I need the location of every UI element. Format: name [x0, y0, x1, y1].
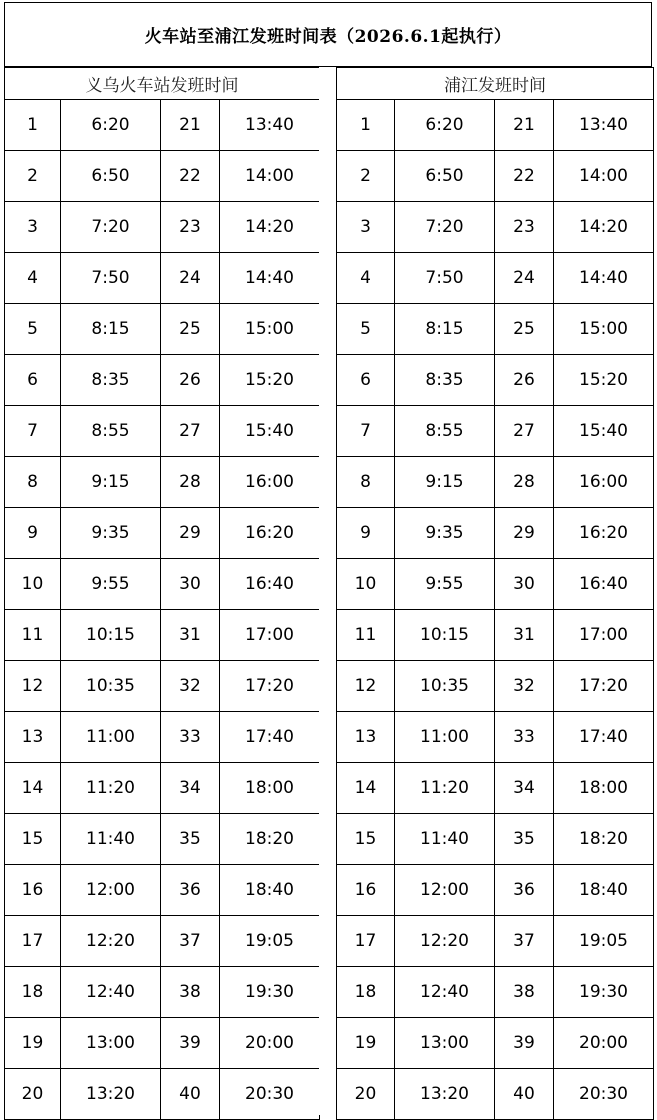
departure-time-cell: 18:40 [220, 865, 320, 916]
departure-time-cell: 20:30 [554, 1069, 654, 1120]
trip-number-cell: 31 [161, 610, 220, 661]
departure-time-cell: 19:05 [554, 916, 654, 967]
table-row [337, 916, 654, 967]
trip-number-cell: 38 [495, 967, 554, 1018]
departure-time-cell: 12:00 [395, 865, 495, 916]
departure-time-cell: 9:55 [395, 559, 495, 610]
departure-time-cell: 15:00 [554, 304, 654, 355]
table-row [5, 814, 320, 865]
trip-number-cell: 34 [495, 763, 554, 814]
trip-number-cell: 21 [161, 100, 220, 151]
departure-time-cell: 13:20 [61, 1069, 161, 1120]
panel-separator [319, 67, 336, 1115]
trip-number-cell: 7 [337, 406, 395, 457]
table-row [337, 1018, 654, 1069]
pujiang-table-body [337, 100, 654, 1120]
departure-time-cell: 16:00 [554, 457, 654, 508]
departure-time-cell: 18:20 [554, 814, 654, 865]
departure-time-cell: 13:40 [220, 100, 320, 151]
trip-number-cell: 12 [5, 661, 61, 712]
right-panel-pujiang-departures [336, 67, 653, 1120]
table-row [5, 253, 320, 304]
departure-time-cell: 12:20 [61, 916, 161, 967]
table-row [5, 916, 320, 967]
departure-time-cell: 14:40 [554, 253, 654, 304]
departure-time-cell: 12:00 [61, 865, 161, 916]
trip-number-cell: 16 [337, 865, 395, 916]
table-row [337, 967, 654, 1018]
table-row [5, 457, 320, 508]
table-row [337, 610, 654, 661]
departure-time-cell: 9:15 [395, 457, 495, 508]
trip-number-cell: 18 [5, 967, 61, 1018]
trip-number-cell: 29 [161, 508, 220, 559]
table-row [337, 1069, 654, 1120]
departure-time-cell: 11:20 [395, 763, 495, 814]
departure-time-cell: 8:55 [61, 406, 161, 457]
trip-number-cell: 15 [5, 814, 61, 865]
trip-number-cell: 32 [495, 661, 554, 712]
trip-number-cell: 28 [495, 457, 554, 508]
trip-number-cell: 4 [337, 253, 395, 304]
trip-number-cell: 26 [161, 355, 220, 406]
trip-number-cell: 40 [161, 1069, 220, 1120]
trip-number-cell: 31 [495, 610, 554, 661]
trip-number-cell: 25 [495, 304, 554, 355]
table-row [5, 712, 320, 763]
trip-number-cell: 10 [337, 559, 395, 610]
trip-number-cell: 4 [5, 253, 61, 304]
departure-time-cell: 8:35 [395, 355, 495, 406]
table-row [337, 151, 654, 202]
pujiang-panel-header: 浦江发班时间 [337, 68, 654, 100]
table-row [337, 763, 654, 814]
trip-number-cell: 29 [495, 508, 554, 559]
trip-number-cell: 17 [5, 916, 61, 967]
departure-time-cell: 14:00 [554, 151, 654, 202]
departure-time-cell: 11:00 [61, 712, 161, 763]
departure-time-cell: 7:50 [61, 253, 161, 304]
departure-time-cell: 14:00 [220, 151, 320, 202]
departure-time-cell: 17:40 [220, 712, 320, 763]
trip-number-cell: 40 [495, 1069, 554, 1120]
table-row [337, 406, 654, 457]
table-row [337, 814, 654, 865]
trip-number-cell: 1 [5, 100, 61, 151]
trip-number-cell: 22 [495, 151, 554, 202]
departure-time-cell: 12:40 [61, 967, 161, 1018]
trip-number-cell: 19 [5, 1018, 61, 1069]
trip-number-cell: 9 [337, 508, 395, 559]
trip-number-cell: 34 [161, 763, 220, 814]
table-row [5, 610, 320, 661]
trip-number-cell: 33 [161, 712, 220, 763]
departure-time-cell: 11:40 [61, 814, 161, 865]
trip-number-cell: 36 [495, 865, 554, 916]
trip-number-cell: 23 [161, 202, 220, 253]
table-row [5, 151, 320, 202]
departure-time-cell: 14:20 [554, 202, 654, 253]
departure-time-cell: 15:40 [554, 406, 654, 457]
trip-number-cell: 5 [337, 304, 395, 355]
trip-number-cell: 24 [495, 253, 554, 304]
departure-time-cell: 12:40 [395, 967, 495, 1018]
trip-number-cell: 33 [495, 712, 554, 763]
trip-number-cell: 10 [5, 559, 61, 610]
departure-time-cell: 11:00 [395, 712, 495, 763]
departure-time-cell: 16:20 [554, 508, 654, 559]
departure-time-cell: 10:15 [395, 610, 495, 661]
trip-number-cell: 35 [495, 814, 554, 865]
departure-time-cell: 10:15 [61, 610, 161, 661]
trip-number-cell: 2 [5, 151, 61, 202]
table-row [5, 202, 320, 253]
trip-number-cell: 28 [161, 457, 220, 508]
departure-time-cell: 13:00 [61, 1018, 161, 1069]
trip-number-cell: 37 [161, 916, 220, 967]
departure-time-cell: 16:00 [220, 457, 320, 508]
table-row [5, 865, 320, 916]
departure-time-cell: 11:20 [61, 763, 161, 814]
trip-number-cell: 26 [495, 355, 554, 406]
departure-time-cell: 15:20 [220, 355, 320, 406]
table-row [337, 253, 654, 304]
table-row [5, 1069, 320, 1120]
table-row [5, 406, 320, 457]
trip-number-cell: 15 [337, 814, 395, 865]
trip-number-cell: 6 [337, 355, 395, 406]
departure-time-cell: 10:35 [395, 661, 495, 712]
departure-time-cell: 9:15 [61, 457, 161, 508]
departure-time-cell: 8:15 [61, 304, 161, 355]
table-row [337, 865, 654, 916]
trip-number-cell: 3 [5, 202, 61, 253]
departure-time-cell: 13:00 [395, 1018, 495, 1069]
departure-time-cell: 16:40 [220, 559, 320, 610]
trip-number-cell: 39 [495, 1018, 554, 1069]
trip-number-cell: 8 [337, 457, 395, 508]
trip-number-cell: 20 [5, 1069, 61, 1120]
trip-number-cell: 20 [337, 1069, 395, 1120]
departure-time-cell: 18:00 [220, 763, 320, 814]
departure-time-cell: 18:00 [554, 763, 654, 814]
departure-time-cell: 15:20 [554, 355, 654, 406]
departure-time-cell: 14:20 [220, 202, 320, 253]
departure-time-cell: 19:30 [554, 967, 654, 1018]
trip-number-cell: 24 [161, 253, 220, 304]
departure-time-cell: 9:35 [395, 508, 495, 559]
trip-number-cell: 30 [161, 559, 220, 610]
departure-time-cell: 11:40 [395, 814, 495, 865]
left-panel-yiwu-departures [4, 67, 319, 1120]
departure-time-cell: 20:30 [220, 1069, 320, 1120]
table-row [337, 304, 654, 355]
trip-number-cell: 11 [5, 610, 61, 661]
trip-number-cell: 18 [337, 967, 395, 1018]
departure-time-cell: 9:35 [61, 508, 161, 559]
table-row [5, 304, 320, 355]
departure-time-cell: 13:40 [554, 100, 654, 151]
departure-time-cell: 10:35 [61, 661, 161, 712]
trip-number-cell: 2 [337, 151, 395, 202]
table-row [5, 661, 320, 712]
table-row [5, 763, 320, 814]
trip-number-cell: 13 [337, 712, 395, 763]
departure-time-cell: 8:35 [61, 355, 161, 406]
table-row [337, 457, 654, 508]
trip-number-cell: 13 [5, 712, 61, 763]
trip-number-cell: 22 [161, 151, 220, 202]
table-row [337, 712, 654, 763]
departure-time-cell: 17:00 [220, 610, 320, 661]
page-title: 火车站至浦江发班时间表（2026.6.1起执行） [4, 2, 652, 67]
departure-time-cell: 19:30 [220, 967, 320, 1018]
trip-number-cell: 37 [495, 916, 554, 967]
table-row [337, 100, 654, 151]
trip-number-cell: 5 [5, 304, 61, 355]
departure-time-cell: 16:40 [554, 559, 654, 610]
table-row [337, 355, 654, 406]
departure-time-cell: 18:40 [554, 865, 654, 916]
trip-number-cell: 16 [5, 865, 61, 916]
departure-time-cell: 20:00 [554, 1018, 654, 1069]
departure-time-cell: 6:50 [61, 151, 161, 202]
departure-time-cell: 8:55 [395, 406, 495, 457]
yiwu-timetable [4, 67, 320, 1120]
departure-time-cell: 15:40 [220, 406, 320, 457]
departure-time-cell: 17:40 [554, 712, 654, 763]
trip-number-cell: 39 [161, 1018, 220, 1069]
table-row [5, 559, 320, 610]
table-row [337, 508, 654, 559]
trip-number-cell: 27 [495, 406, 554, 457]
departure-time-cell: 6:20 [61, 100, 161, 151]
trip-number-cell: 9 [5, 508, 61, 559]
trip-number-cell: 21 [495, 100, 554, 151]
table-row [5, 100, 320, 151]
table-row [337, 559, 654, 610]
table-row [5, 1018, 320, 1069]
departure-time-cell: 13:20 [395, 1069, 495, 1120]
departure-time-cell: 6:50 [395, 151, 495, 202]
trip-number-cell: 30 [495, 559, 554, 610]
pujiang-timetable [336, 67, 654, 1120]
trip-number-cell: 27 [161, 406, 220, 457]
trip-number-cell: 1 [337, 100, 395, 151]
departure-time-cell: 7:20 [395, 202, 495, 253]
trip-number-cell: 38 [161, 967, 220, 1018]
trip-number-cell: 14 [5, 763, 61, 814]
departure-time-cell: 15:00 [220, 304, 320, 355]
departure-time-cell: 17:00 [554, 610, 654, 661]
yiwu-panel-header: 义乌火车站发班时间 [5, 68, 320, 100]
table-row [5, 967, 320, 1018]
departure-time-cell: 12:20 [395, 916, 495, 967]
trip-number-cell: 3 [337, 202, 395, 253]
trip-number-cell: 14 [337, 763, 395, 814]
trip-number-cell: 35 [161, 814, 220, 865]
departure-time-cell: 16:20 [220, 508, 320, 559]
departure-time-cell: 17:20 [220, 661, 320, 712]
table-row [5, 508, 320, 559]
departure-time-cell: 9:55 [61, 559, 161, 610]
yiwu-table-body [5, 100, 320, 1120]
departure-time-cell: 18:20 [220, 814, 320, 865]
trip-number-cell: 17 [337, 916, 395, 967]
departure-time-cell: 8:15 [395, 304, 495, 355]
departure-time-cell: 14:40 [220, 253, 320, 304]
trip-number-cell: 36 [161, 865, 220, 916]
table-row [5, 355, 320, 406]
trip-number-cell: 25 [161, 304, 220, 355]
departure-time-cell: 19:05 [220, 916, 320, 967]
departure-time-cell: 7:50 [395, 253, 495, 304]
trip-number-cell: 32 [161, 661, 220, 712]
departure-time-cell: 20:00 [220, 1018, 320, 1069]
table-row [337, 202, 654, 253]
departure-time-cell: 6:20 [395, 100, 495, 151]
trip-number-cell: 19 [337, 1018, 395, 1069]
trip-number-cell: 7 [5, 406, 61, 457]
departure-time-cell: 7:20 [61, 202, 161, 253]
trip-number-cell: 23 [495, 202, 554, 253]
table-row [337, 661, 654, 712]
trip-number-cell: 12 [337, 661, 395, 712]
trip-number-cell: 8 [5, 457, 61, 508]
trip-number-cell: 6 [5, 355, 61, 406]
trip-number-cell: 11 [337, 610, 395, 661]
departure-time-cell: 17:20 [554, 661, 654, 712]
